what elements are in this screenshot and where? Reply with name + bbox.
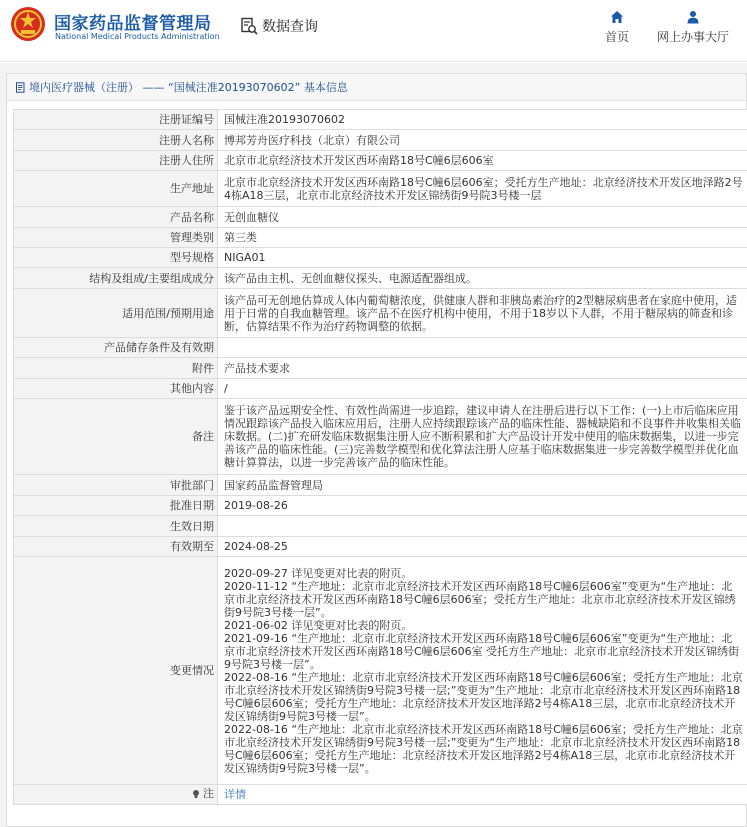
field-value: 北京市北京经济技术开发区西环南路18号C幢6层606室 — [218, 151, 747, 171]
field-value: 博邦芳舟医疗科技（北京）有限公司 — [218, 130, 747, 151]
field-key: 产品名称 — [14, 207, 218, 228]
field-key: 其他内容 — [14, 379, 218, 399]
table-row — [14, 399, 747, 475]
field-key: 备注 — [14, 399, 218, 475]
field-value: 该产品由主机、无创血糖仪探头、电源适配器组成。 — [218, 268, 747, 289]
field-value: 北京市北京经济技术开发区西环南路18号C幢6层606室；受托方生产地址：北京经济技术开发区地泽路2号4栋A18三层，北京市北京经济技术开发区锦绣街9号院3号楼一层 — [218, 171, 747, 207]
field-key: 型号规格 — [14, 248, 218, 268]
note-value-cell — [218, 785, 747, 805]
table-row — [14, 475, 747, 496]
field-key: 注册证编号 — [14, 110, 218, 130]
change-entry: 2022-08-16 “生产地址：北京市北京经济技术开发区西环南路18号C幢6层606室；受托方生产地址：北京市北京经济技术开发区锦绣街9号院3号楼一层;”变更为“生产地址：北京市北京经济技术开发区西环南路18号C幢6层606室；受托方生产地址：北京经济技术开发区地泽路2号4栋A18三层，北京市北京经济技术开发区锦绣街9号院3号楼一层”。 — [224, 670, 743, 723]
nav-home[interactable] — [598, 10, 636, 45]
field-key: 注册人住所 — [14, 151, 218, 171]
field-key: 结构及组成/主要组成成分 — [14, 268, 218, 289]
table-row — [14, 207, 747, 228]
national-emblem-icon — [10, 6, 46, 42]
lightbulb-icon — [191, 789, 201, 799]
table-row — [14, 516, 747, 537]
table-row — [14, 785, 747, 805]
table-row — [14, 338, 747, 358]
field-value: 2019-08-26 — [218, 496, 747, 516]
nav-home-label: 首页 — [604, 30, 629, 44]
table-row — [14, 110, 747, 130]
field-value: 产品技术要求 — [218, 358, 747, 379]
field-key: 适用范围/预期用途 — [14, 289, 218, 338]
detail-panel — [6, 73, 747, 827]
field-value: 第三类 — [218, 228, 747, 248]
field-value — [218, 516, 747, 537]
field-key: 附件 — [14, 358, 218, 379]
nav-online-office[interactable] — [652, 10, 734, 45]
table-row — [14, 289, 747, 338]
details-link[interactable]: 详情 — [224, 788, 246, 801]
table-row — [14, 358, 747, 379]
field-value — [218, 338, 747, 358]
field-key: 生产地址 — [14, 171, 218, 207]
table-row — [14, 379, 747, 399]
field-value: 鉴于该产品远期安全性、有效性尚需进一步追踪，建议申请人在注册后进行以下工作：(一)上市后临床应用情况跟踪该产品投入临床应用后，注册人应持续跟踪该产品的临床性能、器械缺陷和不良事件并收集相关临床数据。(二)扩充研发临床数据集注册人应不断积累和扩大产品设计开发中使用的临床数据集，以进一步完善该产品的临床性能。(三)完善数学模型和优化算法注册人应基于临床数据集进一步完善数学模型并优化血糖计算算法，以进一步完善该产品的临床性能。 — [218, 399, 747, 475]
table-row — [14, 248, 747, 268]
panel-title — [7, 74, 746, 101]
field-value: 无创血糖仪 — [218, 207, 747, 228]
table-row — [14, 130, 747, 151]
table-row — [14, 228, 747, 248]
field-key: 变更情况 — [14, 557, 218, 785]
site-header — [0, 0, 747, 62]
data-query-link[interactable] — [240, 15, 318, 37]
field-value: NIGA01 — [218, 248, 747, 268]
user-icon — [686, 10, 700, 24]
field-value: 国家药品监督管理局 — [218, 475, 747, 496]
field-key: 有效期至 — [14, 537, 218, 557]
home-icon — [610, 10, 624, 24]
field-key: 审批部门 — [14, 475, 218, 496]
site-subtitle: National Medical Products Administration — [55, 32, 220, 41]
detail-table — [13, 109, 747, 805]
field-value: 该产品可无创地估算成人体内葡萄糖浓度，供健康人群和非胰岛素治疗的2型糖尿病患者在家庭中使用，适用于日常的自我血糖管理。该产品不在医疗机构中使用，不用于18岁以下人群，不用于糖尿病的筛查和诊断，估算结果不作为治疗药物调整的依据。 — [218, 289, 747, 338]
change-entry: 2020-09-27 详见变更对比表的附页。 — [224, 566, 413, 580]
data-query-label: 数据查询 — [262, 19, 318, 35]
field-value: 国械注准20193070602 — [218, 110, 747, 130]
table-row — [14, 171, 747, 207]
search-document-icon — [240, 17, 258, 35]
changes-value — [218, 557, 747, 785]
change-entry: 2020-11-12 “生产地址：北京市北京经济技术开发区西环南路18号C幢6层606室”变更为“生产地址：北京市北京经济技术开发区西环南路18号C幢6层606室；受托方生产地址：北京市北京经济技术开发区锦绣街9号院3号楼一层”。 — [224, 579, 736, 619]
field-key: 批准日期 — [14, 496, 218, 516]
field-value: 2024-08-25 — [218, 537, 747, 557]
field-key: 注册人名称 — [14, 130, 218, 151]
table-row — [14, 268, 747, 289]
note-key-label: 注 — [203, 787, 214, 801]
table-row — [14, 151, 747, 171]
change-entry: 2021-09-16 “生产地址：北京市北京经济技术开发区西环南路18号C幢6层606室”变更为“生产地址：北京市北京经济技术开发区西环南路18号C幢6层606室 受托方生产地址：北京市北京经济技术开发区锦绣街9号院3号楼一层”。 — [224, 631, 740, 671]
panel-title-text: 境内医疗器械（注册） —— “国械注准20193070602” 基本信息 — [29, 81, 348, 94]
nav-online-office-label: 网上办事大厅 — [656, 30, 729, 44]
note-key-cell — [14, 785, 218, 805]
site-title[interactable]: 国家药品监督管理局 — [54, 14, 212, 34]
changes-list — [224, 567, 743, 775]
change-entry: 2021-06-02 详见变更对比表的附页。 — [224, 618, 413, 632]
table-row-changes — [14, 557, 747, 785]
document-icon — [15, 82, 26, 93]
table-row — [14, 496, 747, 516]
field-key: 产品储存条件及有效期 — [14, 338, 218, 358]
note-key — [191, 787, 214, 800]
field-key: 生效日期 — [14, 516, 218, 537]
field-value: / — [218, 379, 747, 399]
change-entry: 2022-08-16 “生产地址：北京市北京经济技术开发区西环南路18号C幢6层606室；受托方生产地址：北京市北京经济技术开发区锦绣街9号院3号楼一层;”变更为“生产地址：北京市北京经济技术开发区西环南路18号C幢6层606室；受托方生产地址：北京经济技术开发区地泽路2号4栋A18三层，北京市北京经济技术开发区锦绣街9号院3号楼一层”。 — [224, 722, 743, 775]
table-row — [14, 537, 747, 557]
field-key: 管理类别 — [14, 228, 218, 248]
